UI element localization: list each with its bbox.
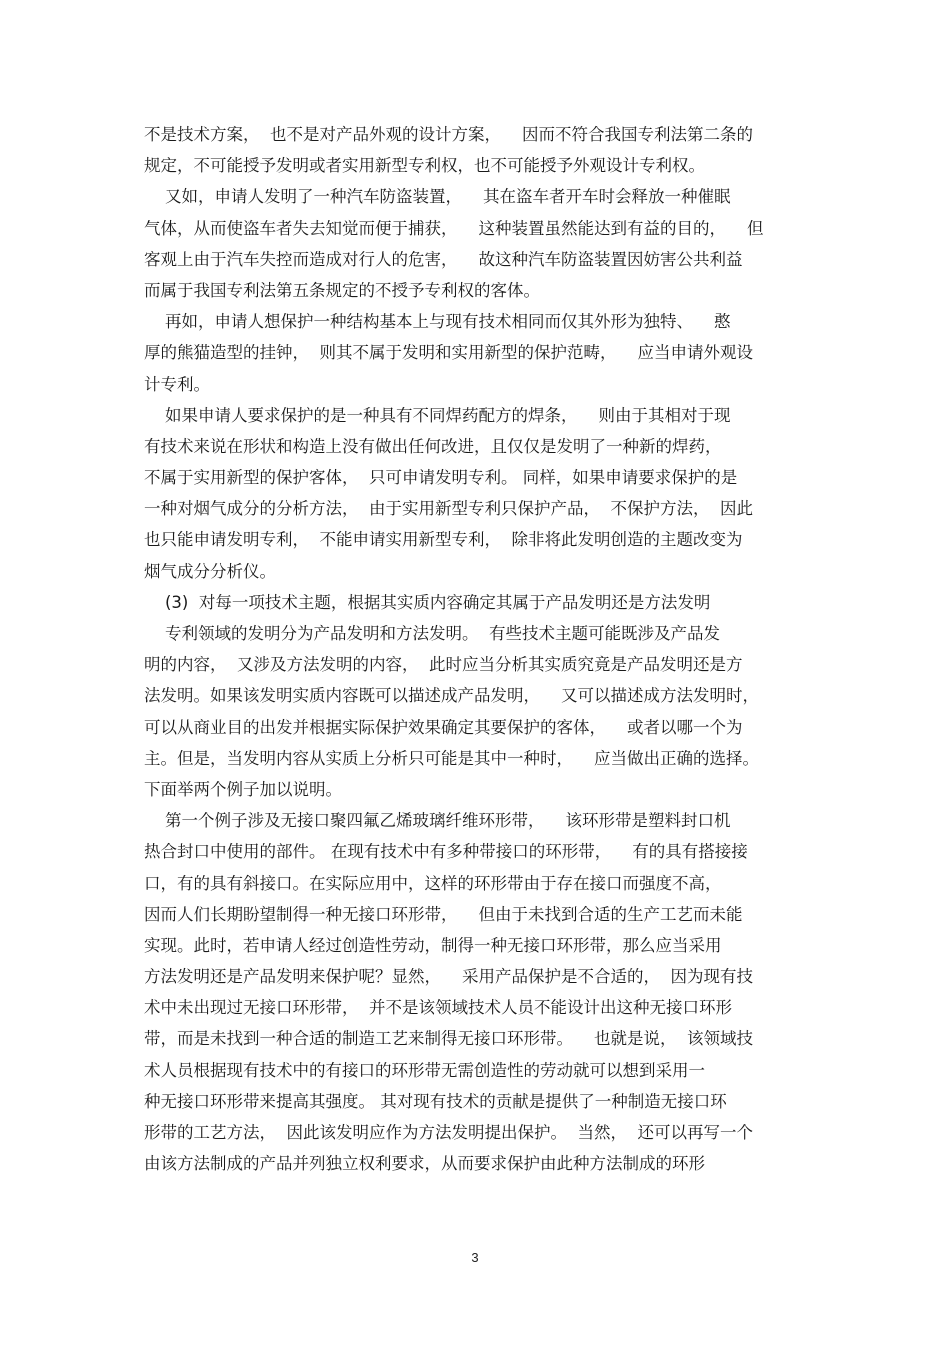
text-line: 如果申请人要求保护的是一种具有不同焊药配方的焊条， 则由于其相对于现: [144, 405, 731, 425]
text-line: 专利领域的发明分为产品发明和方法发明。 有些技术主题可能既涉及产品发: [144, 624, 720, 643]
text-line: 又如，申请人发明了一种汽车防盗装置， 其在盗车者开车时会释放一种催眠: [144, 187, 731, 207]
text-line: 厚的熊猫造型的挂钟， 则其不属于发明和实用新型的保护范畴， 应当申请外观设: [144, 343, 753, 363]
text-line: 种无接口环形带来提高其强度。 其对现有技术的贡献是提供了一种制造无接口环: [144, 1091, 727, 1111]
body-text: [144, 119, 804, 1179]
text-line: 术中未出现过无接口环形带， 并不是该领域技术人员不能设计出这种无接口环形: [144, 998, 732, 1018]
text-line: 不属于实用新型的保护客体， 只可申请发明专利。 同样，如果申请要求保护的是: [144, 468, 738, 488]
text-line: 形带的工艺方法， 因此该发明应作为方法发明提出保护。 当然， 还可以再写一个: [144, 1123, 753, 1142]
text-line: 明的内容， 又涉及方法发明的内容， 此时应当分析其实质究竟是产品发明还是方: [144, 655, 743, 675]
text-line: 规定，不可能授予发明或者实用新型专利权，也不可能授予外观设计专利权。: [144, 156, 705, 176]
text-line: 而属于我国专利法第五条规定的不授予专利权的客体。: [144, 280, 540, 300]
text-line: 因而人们长期盼望制得一种无接口环形带， 但由于未找到合适的生产工艺而未能: [144, 904, 743, 924]
text-line: 客观上由于汽车失控而造成对行人的危害， 故这种汽车防盗装置因妨害公共利益: [144, 249, 743, 269]
text-line: 热合封口中使用的部件。 在现有技术中有多种带接口的环形带， 有的具有搭接接: [144, 842, 748, 862]
text-line: 由该方法制成的产品并列独立权利要求，从而要求保护由此种方法制成的环形: [144, 1154, 705, 1174]
text-line: 法发明。如果该发明实质内容既可以描述成产品发明， 又可以描述成方法发明时，: [144, 686, 759, 706]
text-line: 不是技术方案， 也不是对产品外观的设计方案， 因而不符合我国专利法第二条的: [144, 125, 753, 144]
text-line: 一种对烟气成分的分析方法， 由于实用新型专利只保护产品， 不保护方法， 因此: [144, 499, 753, 519]
text-line: 第一个例子涉及无接口聚四氟乙烯玻璃纤维环形带， 该环形带是塑料封口机: [144, 811, 731, 831]
text-line: 气体，从而使盗车者失去知觉而便于捕获， 这种装置虽然能达到有益的目的， 但: [144, 218, 764, 238]
page-number: 3: [471, 1250, 479, 1265]
text-line: 烟气成分分析仪。: [144, 561, 276, 581]
text-line: 有技术来说在形状和构造上没有做出任何改进，且仅仅是发明了一种新的焊药，: [144, 436, 722, 456]
text-line: 口，有的具有斜接口。在实际应用中，这样的环形带由于存在接口而强度不高，: [144, 873, 722, 893]
text-line: 也只能申请发明专利， 不能申请实用新型专利， 除非将此发明创造的主题改变为: [144, 530, 743, 550]
text-line: 可以从商业目的出发并根据实际保护效果确定其要保护的客体， 或者以哪一个为: [144, 717, 743, 737]
text-line: 带，而是未找到一种合适的制造工艺来制得无接口环形带。 也就是说， 该领域技: [144, 1029, 753, 1049]
text-line: (3) 对每一项技术主题，根据其实质内容确定其属于产品发明还是方法发明: [144, 592, 711, 612]
text-line: 方法发明还是产品发明来保护呢？显然， 采用产品保护是不合适的， 因为现有技: [144, 967, 753, 987]
text-line: 再如，申请人想保护一种结构基本上与现有技术相同而仅其外形为独特、 憨: [144, 312, 731, 332]
text-line: 计专利。: [144, 374, 210, 394]
text-line: 下面举两个例子加以说明。: [144, 779, 342, 799]
text-line: 实现。此时，若申请人经过创造性劳动，制得一种无接口环形带，那么应当采用: [144, 935, 722, 955]
text-line: 主。但是，当发明内容从实质上分析只可能是其中一种时， 应当做出正确的选择。: [144, 748, 759, 768]
text-line: 术人员根据现有技术中的有接口的环形带无需创造性的劳动就可以想到采用一: [144, 1060, 705, 1080]
